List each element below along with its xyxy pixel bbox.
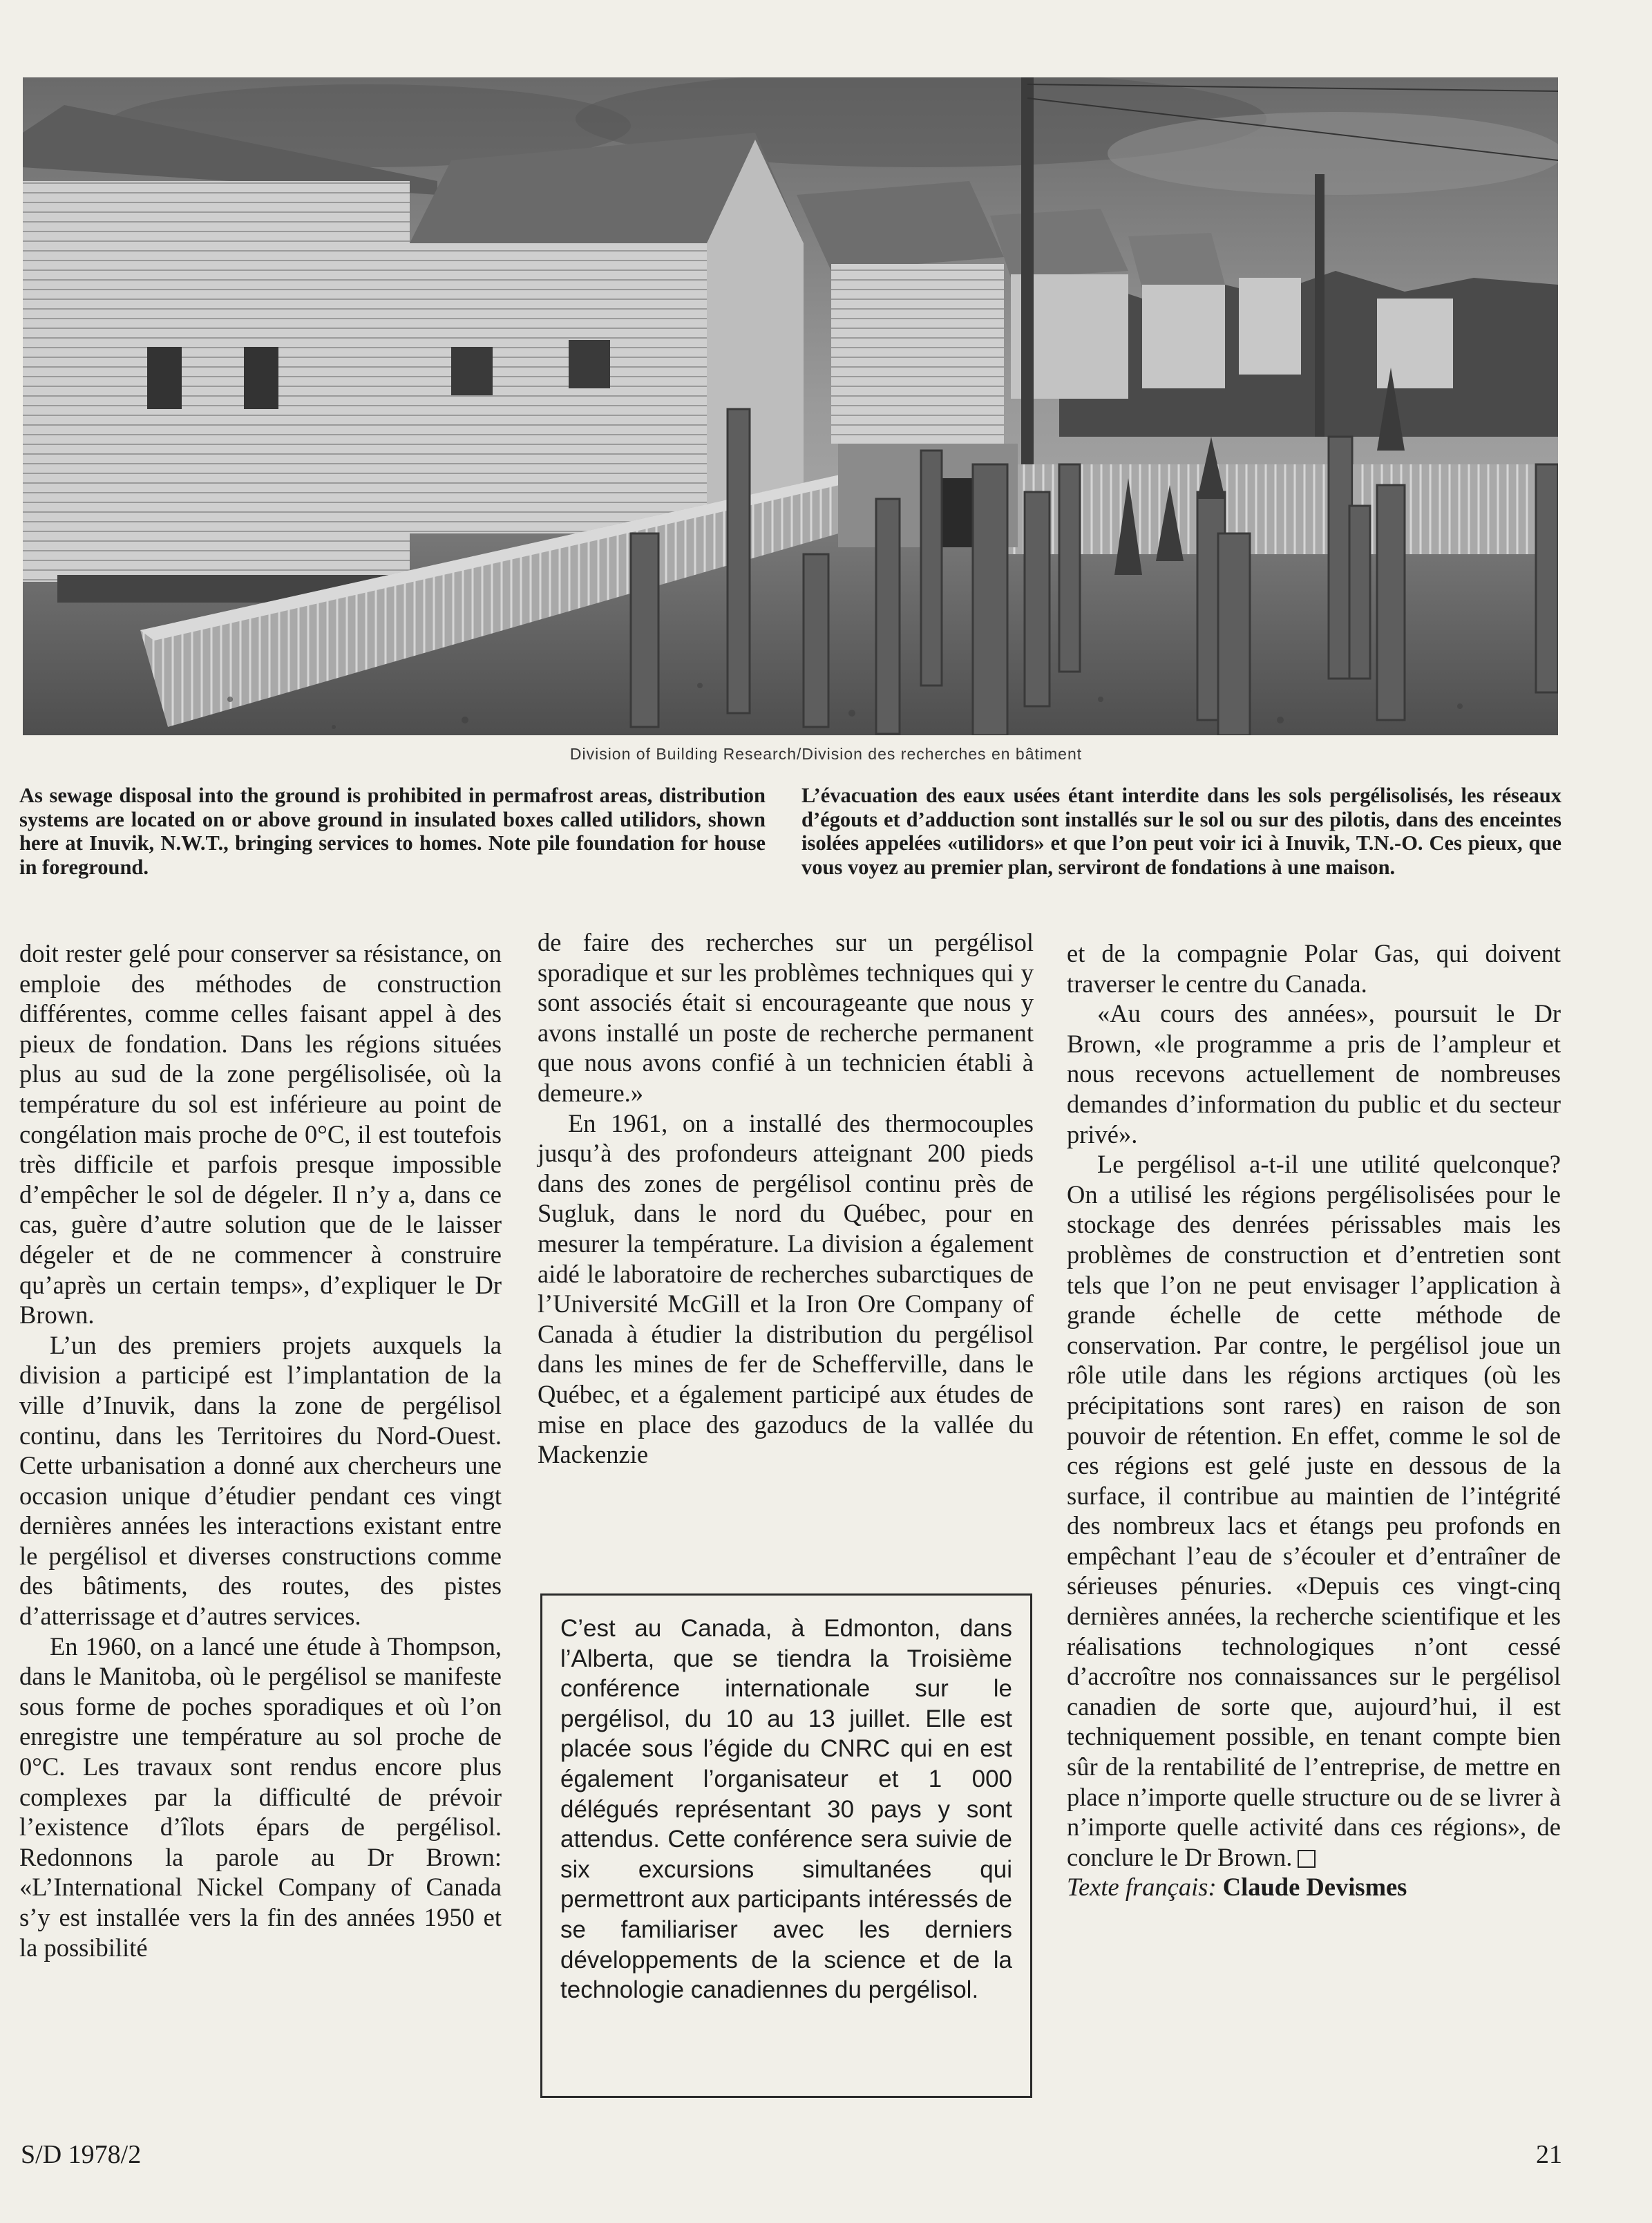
conference-notice-text: C’est au Canada, à Edmonton, dans l’Alberta, que se tiendra la Troisième conférence internationale sur le pergélisol, du 10 au 13 juillet. Elle est placée sous l’égide du CNRC qui en est également l’organisateur et 1 000 délégués représentant 30 pays y sont attendus. Cette conférence sera suivie de six excursions simultanées qui permettront aux participants intéressés de se familiariser avec les derniers développements de la science et de la technologie canadiennes du pergélisol. bbox=[560, 1615, 1012, 2004]
inuvik-photo bbox=[23, 77, 1558, 735]
translator-name: Claude Devismes bbox=[1222, 1873, 1407, 1902]
paragraph: En 1960, on a lancé une étude à Thompson, dans le Manitoba, où le pergélisol se manifeste sous forme de poches sporadiques et où l’on enregistre une température au sol proche de 0°C. Les travaux sont rendus encore plus complexes par la difficulté de prévoir l’existence d’îlots épars de pergélisol. Redonnons la parole au Dr Brown: «L’International Nickel Company of Canada s’y est installée vers la fin des années 1950 et la possibilité bbox=[19, 1631, 502, 1962]
caption-french: L’évacuation des eaux usées étant interdite dans les sols pergélisolisés, les réseaux d’égouts et d’adduction sont installés sur le sol ou sur des pilotis, dans des enceintes isolées appelées «utilidors» et que l’on peut voir ici à Inuvik, T.N.-O. Ces pieux, que vous voyez au premier plan, serviront de fondations à une maison. bbox=[801, 784, 1561, 879]
paragraph: «Au cours des années», poursuit le Dr Brown, «le programme a pris de l’ampleur et nous recevons actuellement de nombreuses demandes d’information du public et du secteur privé». bbox=[1067, 999, 1561, 1148]
translator-credit bbox=[1067, 1872, 1561, 1902]
paragraph: En 1961, on a installé des thermocouples jusqu’à des profondeurs atteignant 200 pieds dans des zones de pergélisol continu près de Sugluk, dans le nord du Québec, pour en mesurer la température. La division a également aidé le laboratoire de recherches subarctiques de l’Université McGill et la Iron Ore Company of Canada à étudier la distribution du pergélisol dans les mines de fer de Schefferville, dans le Québec, et a également participé aux études de mise en place des gazoducs de la vallée du Mackenzie bbox=[538, 1108, 1034, 1469]
article-column-3 bbox=[1067, 938, 1561, 1902]
caption-english: As sewage disposal into the ground is prohibited in permafrost areas, distribution systems are located on or above ground in insulated boxes called utilidors, shown here at Inuvik, N.W.T., bringing services to homes. Note pile foundation for house in foreground. bbox=[19, 784, 766, 879]
photo-credit: Division of Building Research/Division des recherches en bâtiment bbox=[569, 745, 1083, 763]
translator-label: Texte français: bbox=[1067, 1873, 1217, 1902]
article-column-2 bbox=[538, 927, 1034, 1470]
paragraph: de faire des recherches sur un pergélisol sporadique et sur les problèmes techniques qui y sont associés était si encourageante que nous y avons installé un poste de recherche permanent que nous avons confié à un technicien établi à demeure.» bbox=[538, 928, 1034, 1107]
paragraph: et de la compagnie Polar Gas, qui doivent traverser le centre du Canada. bbox=[1067, 939, 1561, 998]
issue-label: S/D 1978/2 bbox=[21, 2140, 142, 2169]
paragraph: L’un des premiers projets auxquels la division a participé est l’implantation de la ville d’Inuvik, dans la zone de pergélisol continu, dans les Territoires du Nord-Ouest. Cette urbanisation a donné aux chercheurs une occasion unique d’étudier pendant ces vingt dernières années les interactions existant entre le pergélisol et diverses constructions comme des bâtiments, des routes, des pistes d’atterrissage et d’autres services. bbox=[19, 1330, 502, 1631]
paragraph-text: Le pergélisol a-t-il une utilité quelconque? On a utilisé les régions pergélisolisées pour le stockage des denrées périssables mais les problèmes de construction et d’entretien sont tels que l’on ne peut envisager l’application à grande échelle de cette méthode de conservation. Par contre, le pergélisol joue un rôle utile dans les régions arctiques (où les précipitations sont rares) en raison de son pouvoir de rétention. En effet, comme le sol de ces régions est gelé juste en dessous de la surface, il contribue au maintien de l’intégrité des nombreux lacs et étangs peu profonds en empêchant l’eau de s’écouler et d’entraîner de sérieuses pénuries. «Depuis ces vingt-cinq dernières années, la recherche scientifique et les réalisations technologiques n’ont cessé d’accroître nos connaissances sur le pergélisol canadien de sorte que, aujourd’hui, il est techniquement possible, en tenant compte bien sûr de la rentabilité de l’entreprise, de mettre en place n’importe quelle structure ou de se livrer à n’importe quelle activité dans ces régions», de conclure le Dr Brown. bbox=[1067, 1150, 1561, 1871]
article-column-1 bbox=[19, 938, 502, 1962]
paragraph: doit rester gelé pour conserver sa résistance, on emploie des méthodes de construction différentes, comme celles faisant appel à des pieux de fondation. Dans les régions situées plus au sud de la zone pergélisolisée, où la température du sol est inférieure au point de congélation mais proche de 0°C, il est toutefois très difficile et parfois presque impossible d’empêcher le sol de dégeler. Il n’y a, dans ce cas, guère d’autre solution que de le laisser dégeler et de ne commencer à construire qu’après un certain temps», d’expliquer le Dr Brown. bbox=[19, 939, 502, 1330]
end-mark-icon bbox=[1298, 1850, 1316, 1868]
page-number: 21 bbox=[1536, 2140, 1562, 2169]
conference-notice-box bbox=[540, 1593, 1032, 2098]
paragraph bbox=[1067, 1149, 1561, 1872]
photo-illustration bbox=[23, 77, 1558, 735]
